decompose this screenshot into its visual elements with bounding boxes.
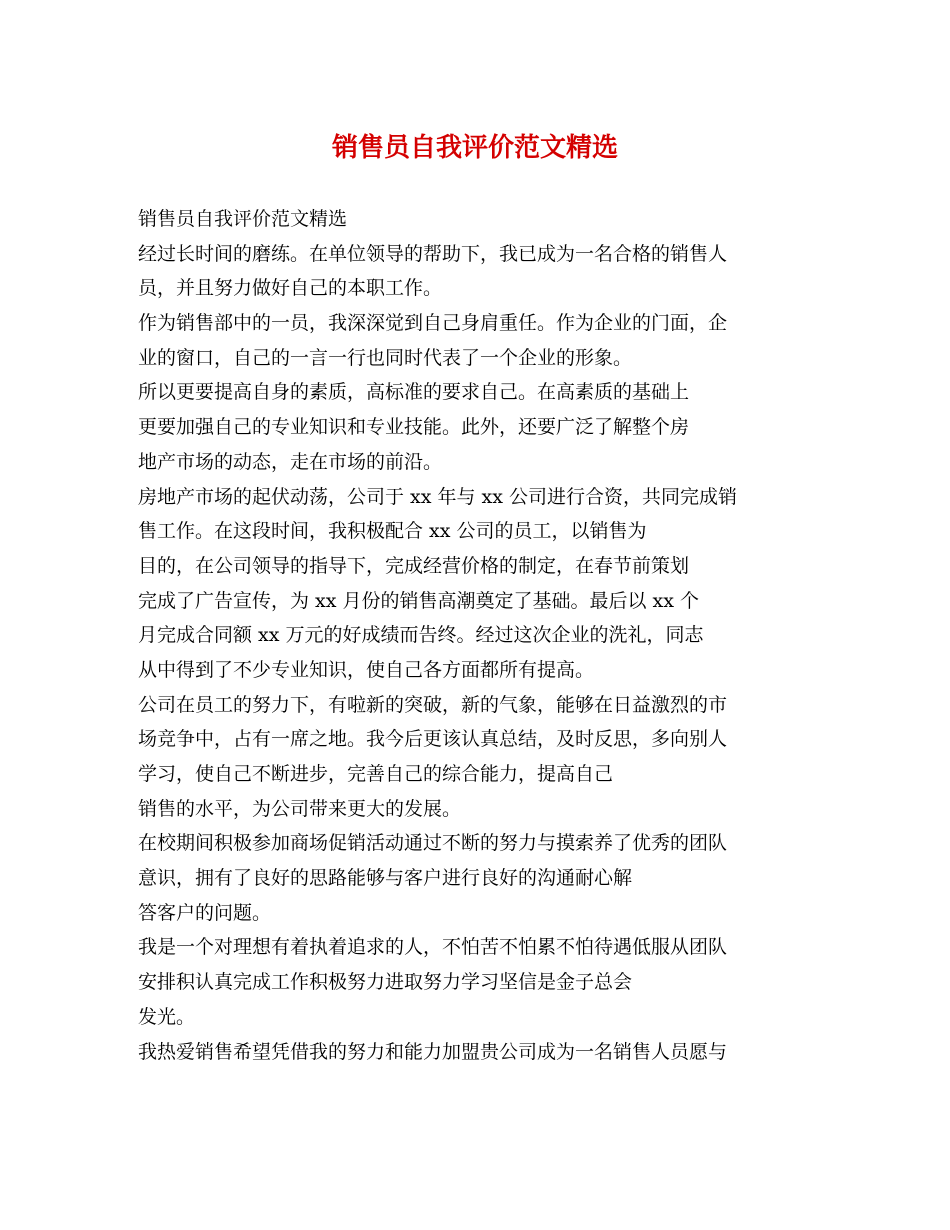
body-line: 月完成合同额 xx 万元的好成绩而告终。经过这次企业的洗礼，同志	[138, 624, 704, 647]
body-line: 学习，使自己不断进步，完善自己的综合能力，提高自己	[138, 763, 614, 785]
body-line: 从中得到了不少专业知识，使自己各方面都所有提高。	[138, 658, 595, 681]
body-line: 答客户的问题。	[138, 901, 272, 924]
body-line: 作为销售部中的一员，我深深觉到自己身肩重任。作为企业的门面，企	[138, 312, 728, 335]
body-line: 更要加强自己的专业知识和专业技能。此外，还要广泛了解整个房	[138, 416, 690, 439]
body-line: 意识，拥有了良好的思路能够与客户进行良好的沟通耐心解	[138, 867, 633, 890]
body-line: 发光。	[138, 1005, 196, 1028]
body-line: 员，并且努力做好自己的本职工作。	[138, 277, 443, 300]
body-line: 经过长时间的磨练。在单位领导的帮助下，我已成为一名合格的销售人	[138, 242, 728, 265]
body-line: 目的，在公司领导的指导下，完成经营价格的制定，在春节前策划	[138, 554, 690, 577]
body-line: 我是一个对理想有着执着追求的人，不怕苦不怕累不怕待遇低服从团队	[138, 936, 728, 959]
document-body	[138, 202, 818, 1069]
body-line: 房地产市场的起伏动荡，公司于 xx 年与 xx 公司进行合资，共同完成销	[138, 485, 738, 508]
body-line: 业的窗口，自己的一言一行也同时代表了一个企业的形象。	[138, 346, 633, 369]
body-line: 我热爱销售希望凭借我的努力和能力加盟贵公司成为一名销售人员愿与	[138, 1040, 728, 1063]
body-line: 公司在员工的努力下，有啦新的突破，新的气象，能够在日益激烈的市	[138, 693, 728, 716]
body-line: 销售员自我评价范文精选	[138, 208, 348, 230]
body-line: 销售的水平，为公司带来更大的发展。	[138, 797, 462, 820]
body-line: 所以更要提高自身的素质，高标准的要求自己。在高素质的基础上	[138, 381, 690, 404]
document-title: 销售员自我评价范文精选	[331, 133, 618, 163]
body-line: 在校期间积极参加商场促销活动通过不断的努力与摸索养了优秀的团队	[138, 832, 728, 855]
body-line: 完成了广告宣传，为 xx 月份的销售高潮奠定了基础。最后以 xx 个	[138, 589, 700, 612]
body-line: 安排积认真完成工作积极努力进取努力学习坚信是金子总会	[138, 971, 633, 994]
body-line: 售工作。在这段时间，我积极配合 xx 公司的员工，以销售为	[138, 520, 647, 543]
body-line: 地产市场的动态，走在市场的前沿。	[138, 450, 443, 473]
body-line: 场竞争中，占有一席之地。我今后更该认真总结，及时反思，多向别人	[138, 728, 728, 751]
